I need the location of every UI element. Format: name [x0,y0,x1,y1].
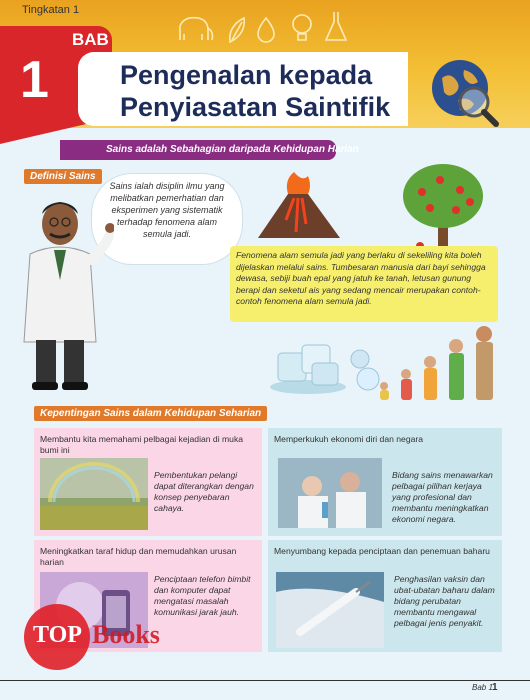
definition-text: Sains ialah disiplin ilmu yang melibatkan pemerhatian dan eksperimen yang sistematik terhadap fenomena alam semula jadi. [109,181,225,239]
chapter-number: 1 [20,51,49,109]
footer-divider [0,680,530,681]
level-label: Tingkatan 1 [22,4,80,16]
importance-card-innovation [268,540,502,652]
card-text: Pembentukan pelangi dapat diterangkan dengan konsep penyebaran cahaya. [154,470,254,513]
importance-card-understanding [34,428,262,536]
card-text: Penciptaan telefon bimbit dan komputer dapat mengatasi masalah komunikasi jarak jauh. [154,574,251,617]
importance-card-economy [268,428,502,536]
apple-tree-illustration [400,162,486,254]
card-title: Membantu kita memahami pelbagai kejadian di muka bumi ini [40,434,244,455]
card-title: Menyumbang kepada penciptaan dan penemuan baharu [274,546,490,556]
globe-magnifier-icon [428,56,502,130]
card-text: Penghasilan vaksin dan ubat-ubatan baharu dalam bidang perubatan membantu mengawal pelbagai jenis penyakit. [394,574,495,628]
chapter-label: BAB [72,30,109,49]
flask-icon [326,12,346,40]
chapter-title-line-2: Penyiasatan Saintifik [120,92,391,122]
scientist-illustration [14,190,114,395]
page-number: 1 [492,682,498,693]
header-decor-icons [170,6,370,48]
watermark-books-text: Books [92,620,160,649]
vaccine-syringe-photo [276,572,384,648]
rainbow-photo [40,458,148,530]
definition-heading: Definisi Sains [24,169,102,184]
laboratory-photo [278,458,382,528]
footer-chapter: Bab 1 [472,683,493,692]
human-growth-illustration [372,322,502,402]
card-text: Bidang sains menawarkan pelbagai pilihan kerjaya yang profesional dan membantu meningkatkan ekonomi negara. [392,470,493,524]
watermark-top-text: TOP [33,622,82,648]
bulb-icon [293,15,311,33]
drop-icon [258,18,274,42]
importance-heading: Kepentingan Sains dalam Kehidupan Seharian [34,406,267,421]
volcano-illustration [254,168,344,240]
leaf-icon [230,18,244,42]
card-title: Meningkatkan taraf hidup dan memudahkan urusan harian [40,546,237,567]
ice-cubes-illustration [268,333,348,395]
chapter-title-line-1: Pengenalan kepada [120,60,373,90]
card-title: Memperkukuh ekonomi diri dan negara [274,434,424,444]
section-banner: Sains adalah Sebahagian daripada Kehidupan Harian [60,140,336,160]
phenomena-text: Fenomena alam semula jadi yang berlaku di sekeliling kita boleh dijelaskan melalui sains. Tumbesaran manusia dari bayi sehingga dewasa, sebiji buah epal yang jatuh ke tanah, letusan gunung berapi dan seketul ais yang sedang mencair merupakan contoh-contoh fenomena alam semula jadi. [236,250,486,307]
elephant-icon [180,18,213,40]
